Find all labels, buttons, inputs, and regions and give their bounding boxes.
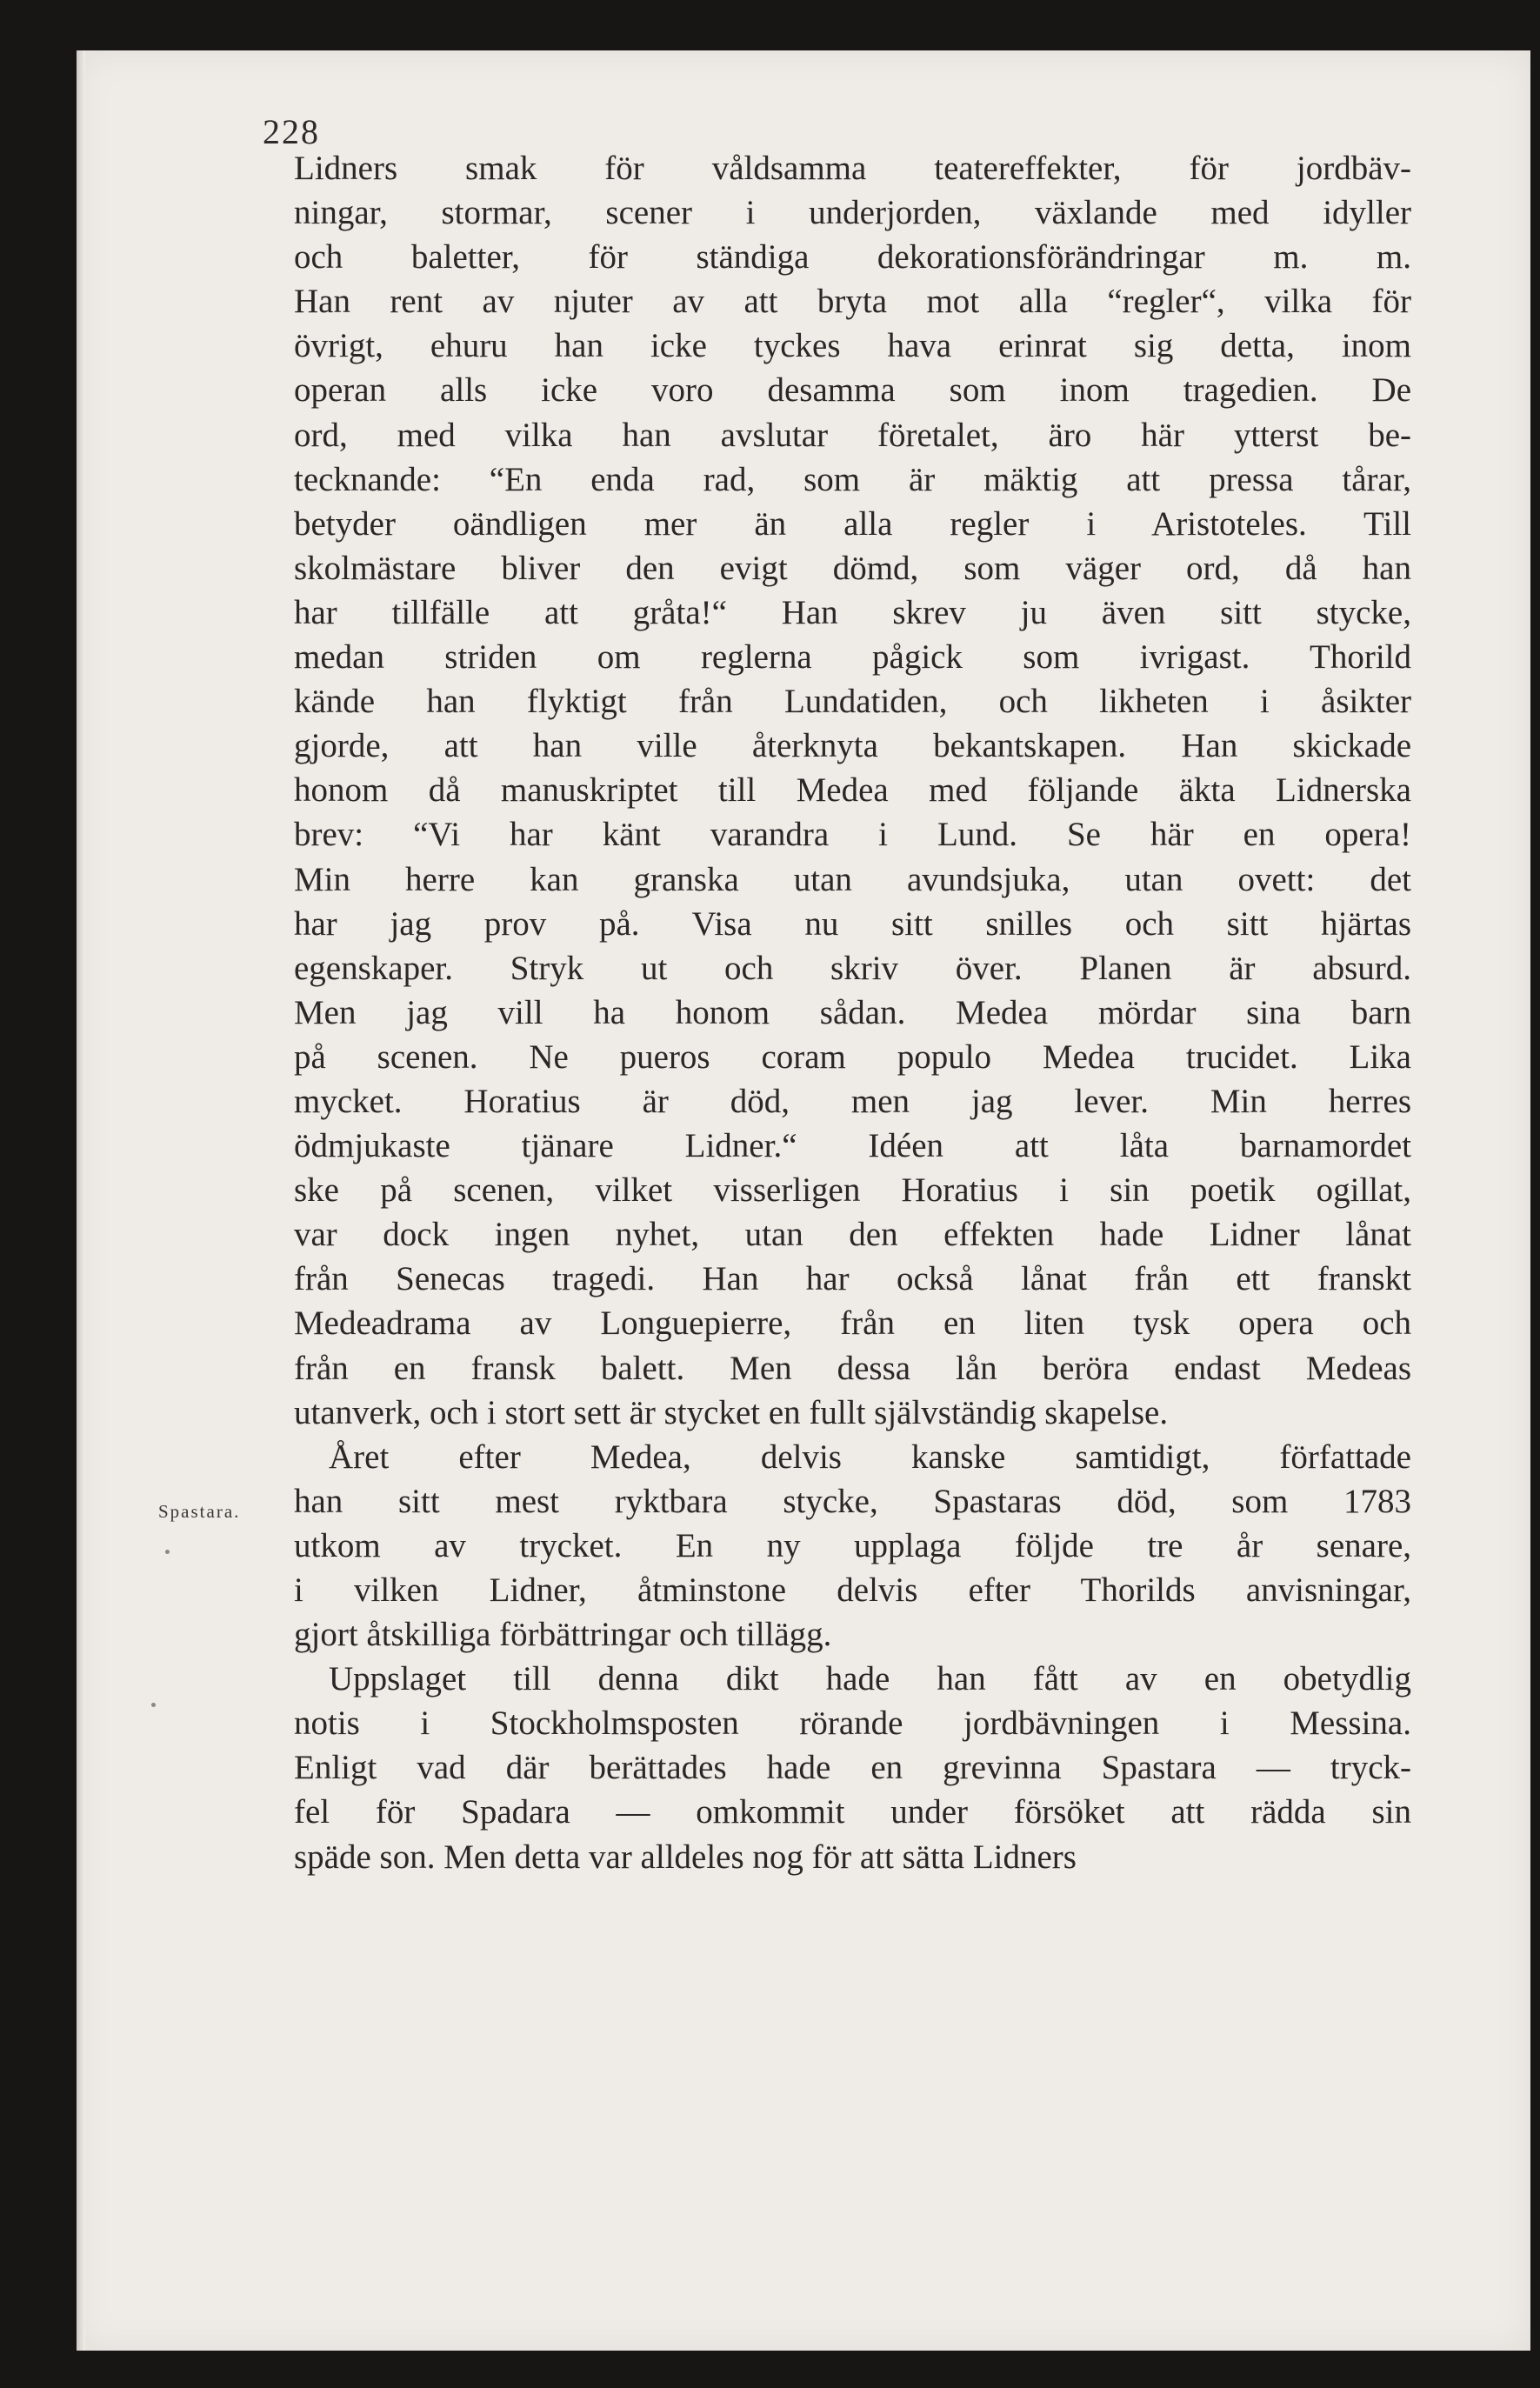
text-line: brev: “Vi har känt varandra i Lund. Se här en opera! <box>294 816 1411 854</box>
text-line: Året efter Medea, delvis kanske samtidigt, författade <box>329 1437 1411 1476</box>
text-line: har tillfälle att gråta!“ Han skrev ju även sitt stycke, <box>294 593 1411 631</box>
text-line: mycket. Horatius är död, men jag lever. Min herres <box>294 1082 1411 1120</box>
text-line: ord, med vilka han avslutar företalet, äro här ytterst be- <box>294 416 1411 454</box>
text-line: späde son. Men detta var alldeles nog för att sätta Lidners <box>294 1838 1077 1876</box>
page-edge-shadow <box>77 50 85 2351</box>
text-line: har jag prov på. Visa nu sitt snilles och sitt hjärtas <box>294 904 1411 943</box>
page-number: 228 <box>263 112 320 151</box>
paper-speck <box>151 1703 156 1707</box>
text-line: ningar, stormar, scener i underjorden, växlande med idyller <box>294 194 1411 232</box>
text-line: utanverk, och i stort sett är stycket en fullt självständig skapelse. <box>294 1393 1169 1431</box>
text-line: operan alls icke voro desamma som inom tragedien. De <box>294 371 1411 410</box>
text-line: fel för Spadara — omkommit under försöket att rädda sin <box>294 1793 1411 1831</box>
text-line: tecknande: “En enda rad, som är mäktig att pressa tårar, <box>294 460 1411 498</box>
text-line: honom då manuskriptet till Medea med följande äkta Lidnerska <box>294 771 1411 810</box>
paper-speck <box>165 1550 170 1554</box>
text-line: övrigt, ehuru han icke tyckes hava erinrat sig detta, inom <box>294 327 1411 365</box>
text-line: från Senecas tragedi. Han har också lånat från ett franskt <box>294 1260 1411 1298</box>
text-line: från en fransk balett. Men dessa lån beröra endast Medeas <box>294 1349 1411 1387</box>
text-line: Medeadrama av Longuepierre, från en liten tysk opera och <box>294 1304 1411 1343</box>
text-line: utkom av trycket. En ny upplaga följde tre år senare, <box>294 1526 1411 1564</box>
text-line: ske på scenen, vilket visserligen Horatius i sin poetik ogillat, <box>294 1171 1411 1210</box>
text-line: och baletter, för ständiga dekorationsförändringar m. m. <box>294 238 1411 277</box>
text-line: Han rent av njuter av att bryta mot alla “regler“, vilka för <box>294 283 1411 321</box>
text-line: egenskaper. Stryk ut och skriv över. Planen är absurd. <box>294 949 1411 987</box>
text-line: i vilken Lidner, åtminstone delvis efter Thorilds anvisningar, <box>294 1571 1411 1609</box>
text-line: ödmjukaste tjänare Lidner.“ Idéen att låta barnamordet <box>294 1127 1411 1165</box>
text-line: var dock ingen nyhet, utan den effekten hade Lidner lånat <box>294 1216 1411 1254</box>
margin-note: Spastara. <box>158 1501 241 1522</box>
text-line: skolmästare bliver den evigt dömd, som väger ord, då han <box>294 549 1411 587</box>
text-line: Uppslaget till denna dikt hade han fått av en obetydlig <box>329 1660 1411 1698</box>
text-line: Enligt vad där berättades hade en grevinna Spastara — tryck- <box>294 1749 1411 1787</box>
body-text <box>294 146 1411 1879</box>
text-line: gjort åtskilliga förbättringar och tillägg. <box>294 1616 832 1654</box>
text-line: Men jag vill ha honom sådan. Medea mördar sina barn <box>294 993 1411 1031</box>
text-line: Min herre kan granska utan avundsjuka, utan ovett: det <box>294 860 1411 898</box>
text-line: notis i Stockholmsposten rörande jordbävningen i Messina. <box>294 1704 1411 1743</box>
text-line: gjorde, att han ville återknyta bekantskapen. Han skickade <box>294 727 1411 765</box>
text-line: medan striden om reglerna pågick som ivrigast. Thorild <box>294 638 1411 677</box>
text-line: han sitt mest ryktbara stycke, Spastaras död, som 1783 <box>294 1482 1411 1520</box>
text-line: betyder oändligen mer än alla regler i Aristoteles. Till <box>294 504 1411 543</box>
text-line: Lidners smak för våldsamma teatereffekter, för jordbäv- <box>294 150 1411 187</box>
text-line: kände han flyktigt från Lundatiden, och likheten i åsikter <box>294 683 1411 721</box>
text-line: på scenen. Ne pueros coram populo Medea trucidet. Lika <box>294 1037 1411 1076</box>
